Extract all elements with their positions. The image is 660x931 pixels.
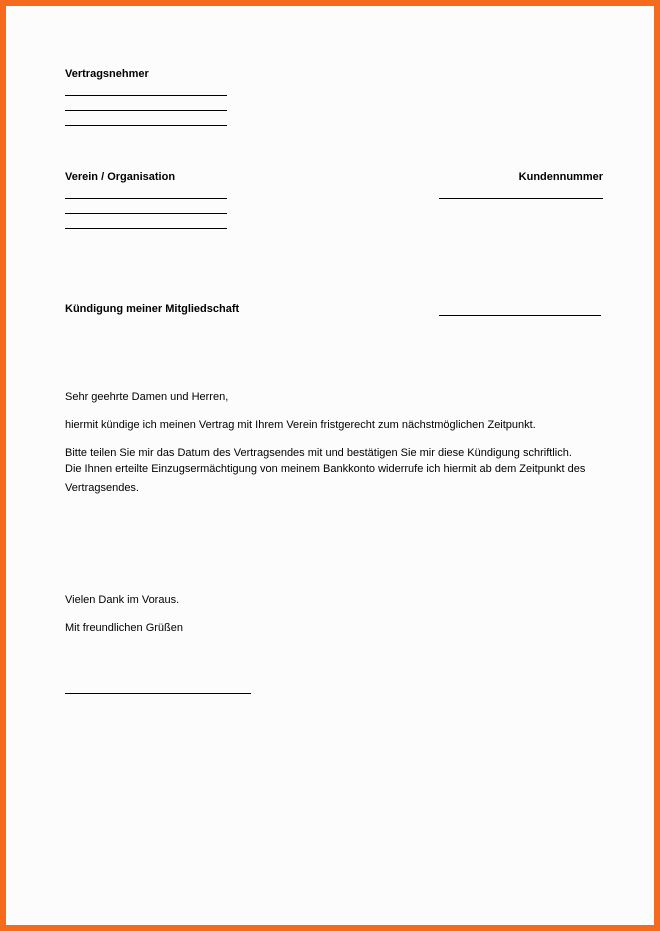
club-line-3 <box>65 228 227 229</box>
sender-line-2 <box>65 110 227 111</box>
body-paragraph-2-line-2: Die Ihnen erteilte Einzugsermächtigung von meinem Bankkonto widerrufe ich hiermit ab dem Zeitpunkt des <box>65 463 586 475</box>
signature-line <box>65 693 251 694</box>
closing-thanks: Vielen Dank im Voraus. <box>65 594 180 606</box>
club-line-1 <box>65 198 227 199</box>
club-line-2 <box>65 213 227 214</box>
sender-line-1 <box>65 95 227 96</box>
body-paragraph-2-line-1: Bitte teilen Sie mir das Datum des Vertragsendes mit und bestätigen Sie mir diese Kündigung schriftlich. <box>65 447 572 459</box>
club-heading: Verein / Organisation <box>65 171 176 183</box>
sender-heading: Vertragsnehmer <box>65 68 149 80</box>
customer-number-line <box>439 198 603 199</box>
customer-number-heading: Kundennummer <box>518 171 603 183</box>
body-paragraph-2-line-3: Vertragsendes. <box>65 482 139 494</box>
body-paragraph-1: hiermit kündige ich meinen Vertrag mit Ihrem Verein fristgerecht zum nächstmöglichen Zeitpunkt. <box>65 419 536 431</box>
date-line <box>439 315 601 316</box>
salutation: Sehr geehrte Damen und Herren, <box>65 391 229 403</box>
subject-line: Kündigung meiner Mitgliedschaft <box>65 303 240 315</box>
sender-line-3 <box>65 125 227 126</box>
closing-regards: Mit freundlichen Grüßen <box>65 622 183 634</box>
